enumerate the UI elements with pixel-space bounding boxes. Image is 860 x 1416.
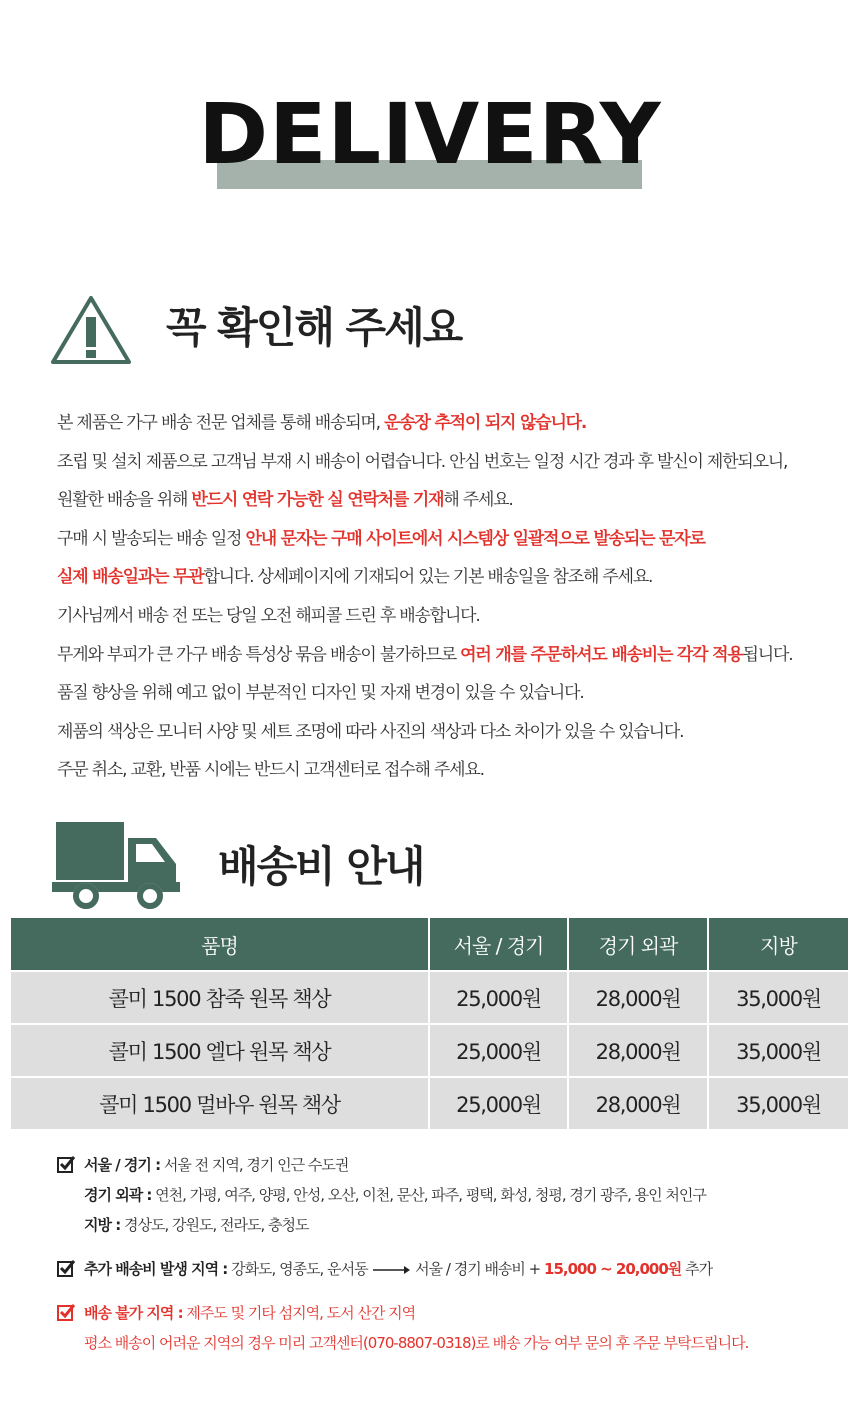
notice-line: [57, 678, 847, 717]
notice-text: 제품의 색상은 모니터 사양 및 세트 조명에 따라 사진의 색상과 다소 차이가 있을 수 있습니다.: [57, 721, 684, 742]
notice-text: 됩니다.: [742, 644, 793, 665]
table-row: [11, 1077, 848, 1129]
warning-triangle-icon: [50, 295, 132, 365]
notice-emphasis-text: 여러 개를 주문하셔도 배송비는 각각 적용: [460, 644, 743, 665]
notice-line: [57, 447, 847, 486]
header-gyeonggi-outer: 경기 외곽: [568, 918, 708, 971]
gyeonggi-outer-line: [84, 1180, 847, 1210]
gyeonggi-outer-label: 경기 외곽 :: [84, 1186, 152, 1204]
notice-text: 합니다. 상세페이지에 기재되어 있는 기본 배송일을 참조해 주세요.: [203, 567, 653, 588]
local-label: 지방 :: [84, 1216, 121, 1234]
price-outer: 28,000원: [568, 1077, 708, 1129]
notice-text: 조립 및 설치 제품으로 고객님 부재 시 배송이 어렵습니다. 안심 번호는 일정 시간 경과 후 발신이 제한되오니,: [57, 451, 788, 472]
extra-fee-label: 추가 배송비 발생 지역 :: [84, 1260, 228, 1278]
checkbox-checked-icon: [57, 1303, 76, 1322]
header-local: 지방: [708, 918, 848, 971]
product-name: 콜미 1500 멀바우 원목 책상: [11, 1077, 429, 1129]
notice-text: 구매 시 발송되는 배송 일정: [57, 528, 246, 549]
header-seoul-gyeonggi: 서울 / 경기: [429, 918, 568, 971]
no-delivery-areas: 제주도 및 기타 섬지역, 도서 산간 지역: [182, 1304, 416, 1322]
notice-emphasis-text: 실제 배송일과는 무관: [57, 567, 204, 588]
price-local: 35,000원: [708, 1024, 848, 1077]
region-info-standard: [57, 1150, 847, 1240]
notice-line: [57, 755, 847, 794]
price-seoul: 25,000원: [429, 1077, 568, 1129]
extra-fee-areas: 강화도, 영종도, 운서동: [227, 1260, 368, 1278]
notice-text: 해 주세요.: [443, 490, 513, 511]
notice-line: [57, 717, 847, 756]
delivery-region-info: [57, 1150, 847, 1372]
notice-list: [57, 408, 847, 794]
checkbox-checked-icon: [57, 1259, 76, 1278]
fee-section-title: 배송비 안내: [218, 842, 424, 891]
price-seoul: 25,000원: [429, 1024, 568, 1077]
notice-emphasis-text: 운송장 추적이 되지 않습니다.: [384, 413, 587, 433]
notice-text: 주문 취소, 교환, 반품 시에는 반드시 고객센터로 접수해 주세요.: [57, 760, 484, 781]
extra-fee-suffix: 추가: [681, 1260, 713, 1278]
price-outer: 28,000원: [568, 1024, 708, 1077]
long-arrow-right-icon: [371, 1265, 411, 1275]
notice-text: 무게와 부피가 큰 가구 배송 특성상 묶음 배송이 불가하므로: [57, 644, 461, 665]
notice-emphasis-text: 안내 문자는 구매 사이트에서 시스템상 일괄적으로 발송되는 문자로: [245, 528, 705, 549]
no-delivery-label: 배송 불가 지역 :: [84, 1304, 183, 1322]
product-name: 콜미 1500 참죽 원목 책상: [11, 971, 429, 1024]
extra-fee-amount: 15,000 ~ 20,000원: [544, 1260, 682, 1278]
price-local: 35,000원: [708, 971, 848, 1024]
notice-text: 품질 향상을 위해 예고 없이 부분적인 디자인 및 자재 변경이 있을 수 있습니다.: [57, 683, 584, 704]
notice-text: 본 제품은 가구 배송 전문 업체를 통해 배송되며,: [57, 413, 385, 433]
notice-line: [57, 562, 847, 601]
price-outer: 28,000원: [568, 971, 708, 1024]
truck-icon: [52, 822, 180, 912]
extra-fee-line: [84, 1254, 847, 1284]
checkbox-checked-icon: [57, 1155, 76, 1174]
product-name: 콜미 1500 엘다 원목 책상: [11, 1024, 429, 1077]
seoul-gyeonggi-line: [84, 1150, 847, 1180]
local-line: [84, 1210, 847, 1240]
fee-table: [11, 918, 848, 1129]
page-title: DELIVERY: [198, 85, 662, 183]
no-delivery-line: [84, 1298, 847, 1328]
notice-title: 꼭 확인해 주세요: [166, 303, 462, 352]
region-info-extra: [57, 1254, 847, 1284]
notice-line: [57, 524, 847, 563]
notice-text: 원활한 배송을 위해: [57, 490, 192, 511]
notice-line: [57, 601, 847, 640]
notice-emphasis-text: 반드시 연락 가능한 실 연락처를 기재: [191, 490, 444, 511]
gyeonggi-outer-text: 연천, 가평, 여주, 양평, 안성, 오산, 이천, 문산, 파주, 평택, 화성, 청평, 경기 광주, 용인 처인구: [151, 1186, 706, 1204]
seoul-gyeonggi-label: 서울 / 경기 :: [84, 1156, 161, 1174]
notice-line: [57, 640, 847, 679]
price-seoul: 25,000원: [429, 971, 568, 1024]
local-text: 경상도, 강원도, 전라도, 충청도: [120, 1216, 309, 1234]
region-info-no-delivery: [57, 1298, 847, 1358]
fee-table-header-row: [11, 918, 848, 971]
table-row: [11, 971, 848, 1024]
no-delivery-note: 평소 배송이 어려운 지역의 경우 미리 고객센터(070-8807-0318)로 배송 가능 여부 문의 후 주문 부탁드립니다.: [84, 1334, 749, 1352]
price-local: 35,000원: [708, 1077, 848, 1129]
extra-fee-base: 서울 / 경기 배송비 +: [411, 1260, 545, 1278]
table-row: [11, 1024, 848, 1077]
seoul-gyeonggi-text: 서울 전 지역, 경기 인근 수도권: [160, 1156, 349, 1174]
header-product: 품명: [11, 918, 429, 971]
notice-line: [57, 408, 847, 447]
notice-text: 기사님께서 배송 전 또는 당일 오전 해피콜 드린 후 배송합니다.: [57, 605, 480, 626]
notice-line: [57, 485, 847, 524]
